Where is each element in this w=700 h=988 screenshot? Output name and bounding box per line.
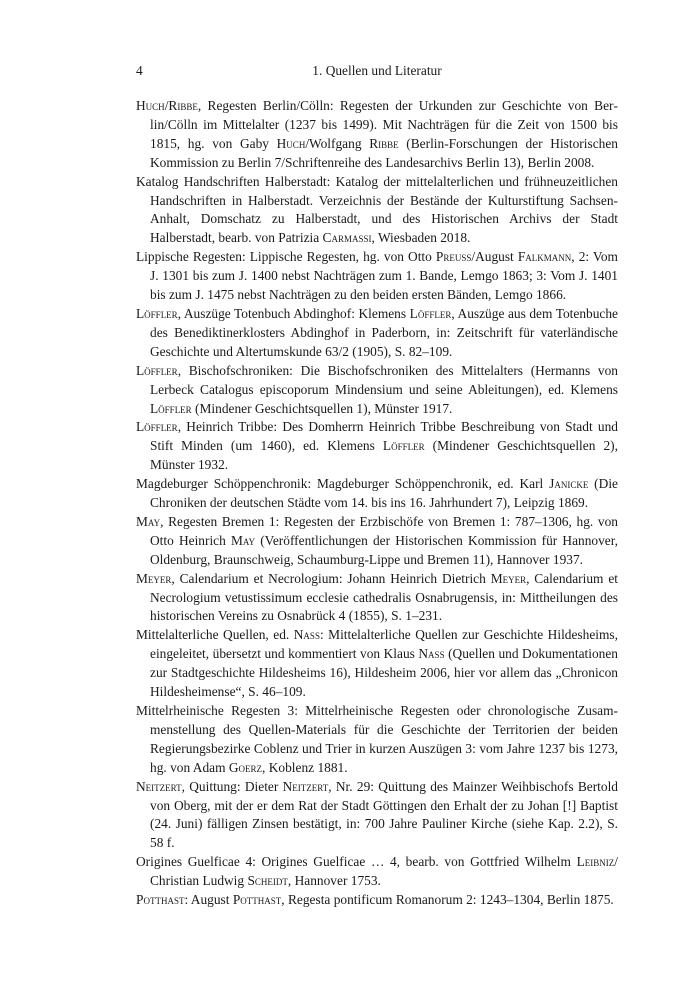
running-head — [136, 62, 618, 80]
bibliography-entry: May, Regesten Bremen 1: Regesten der Erzbischöfe von Bremen 1: 787–1306, hg. von Otto Heinrich May (Veröffentlichungen der Historischen Kommission für Hannover, Oldenburg, Braunschweig, Schaumburg-Lippe und Bremen 11), Hannover 1937. — [136, 513, 619, 567]
page-number: 4 — [136, 63, 143, 78]
bibliography-entry: Lippische Regesten: Lippische Regesten, hg. von Otto Preuss/August Falkmann, 2: Vom J. 1301 bis zum J. 1400 nebst Nachträgen zum 1. Bande, Lemgo 1863; 3: Vom J. 1401 bis zum J. 1475 nebst Nachträgen zu den beiden ersten Bänden, Lemgo 1866. — [136, 249, 618, 303]
bibliography-entry: Neitzert, Quittung: Dieter Neitzert, Nr. 29: Quittung des Mainzer Weihbischofs Bertold von Oberg, mit der er dem Rat der Stadt Göttingen den Erhalt der zu Johan [!] Baptist (24. Juni) fälligen Zinsen bestätigt, in: 700 Jahre Pauliner Kirche (siehe Kap. 2.2), S. 58 f. — [136, 778, 618, 851]
bibliography-entry: Origines Guelficae 4: Origines Guelficae … 4, bearb. von Gottfried Wilhelm Leibniz/ Christian Ludwig Scheidt, Hannover 1753. — [136, 854, 618, 889]
bibliography-entry: Magdeburger Schöppenchronik: Magdeburger Schöppenchronik, ed. Karl Janicke (Die Chroniken der deutschen Städte vom 14. bis ins 16. Jahrhundert 7), Leipzig 1869. — [136, 476, 618, 511]
bibliography-entry: Katalog Handschriften Halberstadt: Katalog der mittelalterlichen und frühneuzeitlichen Handschriften in Halberstadt. Verzeichnis der Bestände der Kulturstiftung Sachsen-Anhalt, Domschatz zu Halberstadt, und des Historischen Archivs der Stadt Halberstadt, bearb. von Patrizia Carmassi, Wiesbaden 2018. — [136, 173, 618, 246]
bibliography-entry: Löffler, Auszüge Totenbuch Abdinghof: Klemens Löffler, Auszüge aus dem Totenbuche des Benediktinerklosters Abdinghof in Paderborn, in: Zeitschrift für vaterländische Geschichte und Altertumskunde 63/2 (1905), S. 82–109. — [136, 305, 618, 359]
bibliography-entry: Huch/Ribbe, Regesten Berlin/Cölln: Regesten der Urkunden zur Geschichte von Berlin/Cölln im Mittelalter (1237 bis 1499). Mit Nachträgen für die Zeit von 1500 bis 1815, hg. von Gaby Huch/Wolfgang Ribbe (Berlin-Forschungen der Historischen Kommission zu Berlin 7/Schriftenreihe des Landesarchivs Berlin 13), Berlin 2008. — [136, 98, 618, 170]
bibliography-entry: Löffler, Heinrich Tribbe: Des Domherrn Heinrich Tribbe Beschreibung von Stadt und Stift Minden (um 1460), ed. Klemens Löffler (Mindener Geschichtsquellen 2), Münster 1932. — [136, 419, 618, 473]
bibliography-list — [136, 97, 618, 910]
bibliography-entry: Mittelrheinische Regesten 3: Mittelrheinische Regesten oder chronologische Zusammenstellung des Quellen-Materials für die Geschichte der Territorien der beiden Regierungsbezirke Coblenz und Trier in kurzen Auszügen 3: vom Jahre 1237 bis 1273, hg. von Adam Goerz, Koblenz 1881. — [136, 703, 618, 775]
running-title: 1. Quellen und Literatur — [312, 63, 442, 78]
bibliography-entry: Mittelalterliche Quellen, ed. Nass: Mittelalterliche Quellen zur Geschichte Hildesheims, eingeleitet, übersetzt und kommentiert von Klaus Nass (Quellen und Dokumentationen zur Stadtgeschichte Hildesheims 16), Hildesheim 2006, hier vor allem das „Chronicon Hildesheimense“, S. 46–109. — [136, 627, 619, 700]
bibliography-entry: Potthast: August Potthast, Regesta pontificum Romanorum 2: 1243–1304, Berlin 1875. — [136, 892, 614, 908]
bibliography-entry: Meyer, Calendarium et Necrologium: Johann Heinrich Dietrich Meyer, Calendarium et Necrologium vetustissimum ecclesie cathedralis Osnabrugensis, in: Mittheilungen des historischen Vereins zu Osnabrück 4 (1855), S. 1–231. — [136, 570, 619, 624]
bibliography-entry: Löffler, Bischofschroniken: Die Bischofschroniken des Mittelalters (Hermanns von Lerbeck Catalogus episcoporum Mindensium und seine Ableitungen), ed. Klemens Löffler (Mindener Geschichtsquellen 1), Münster 1917. — [136, 362, 618, 416]
